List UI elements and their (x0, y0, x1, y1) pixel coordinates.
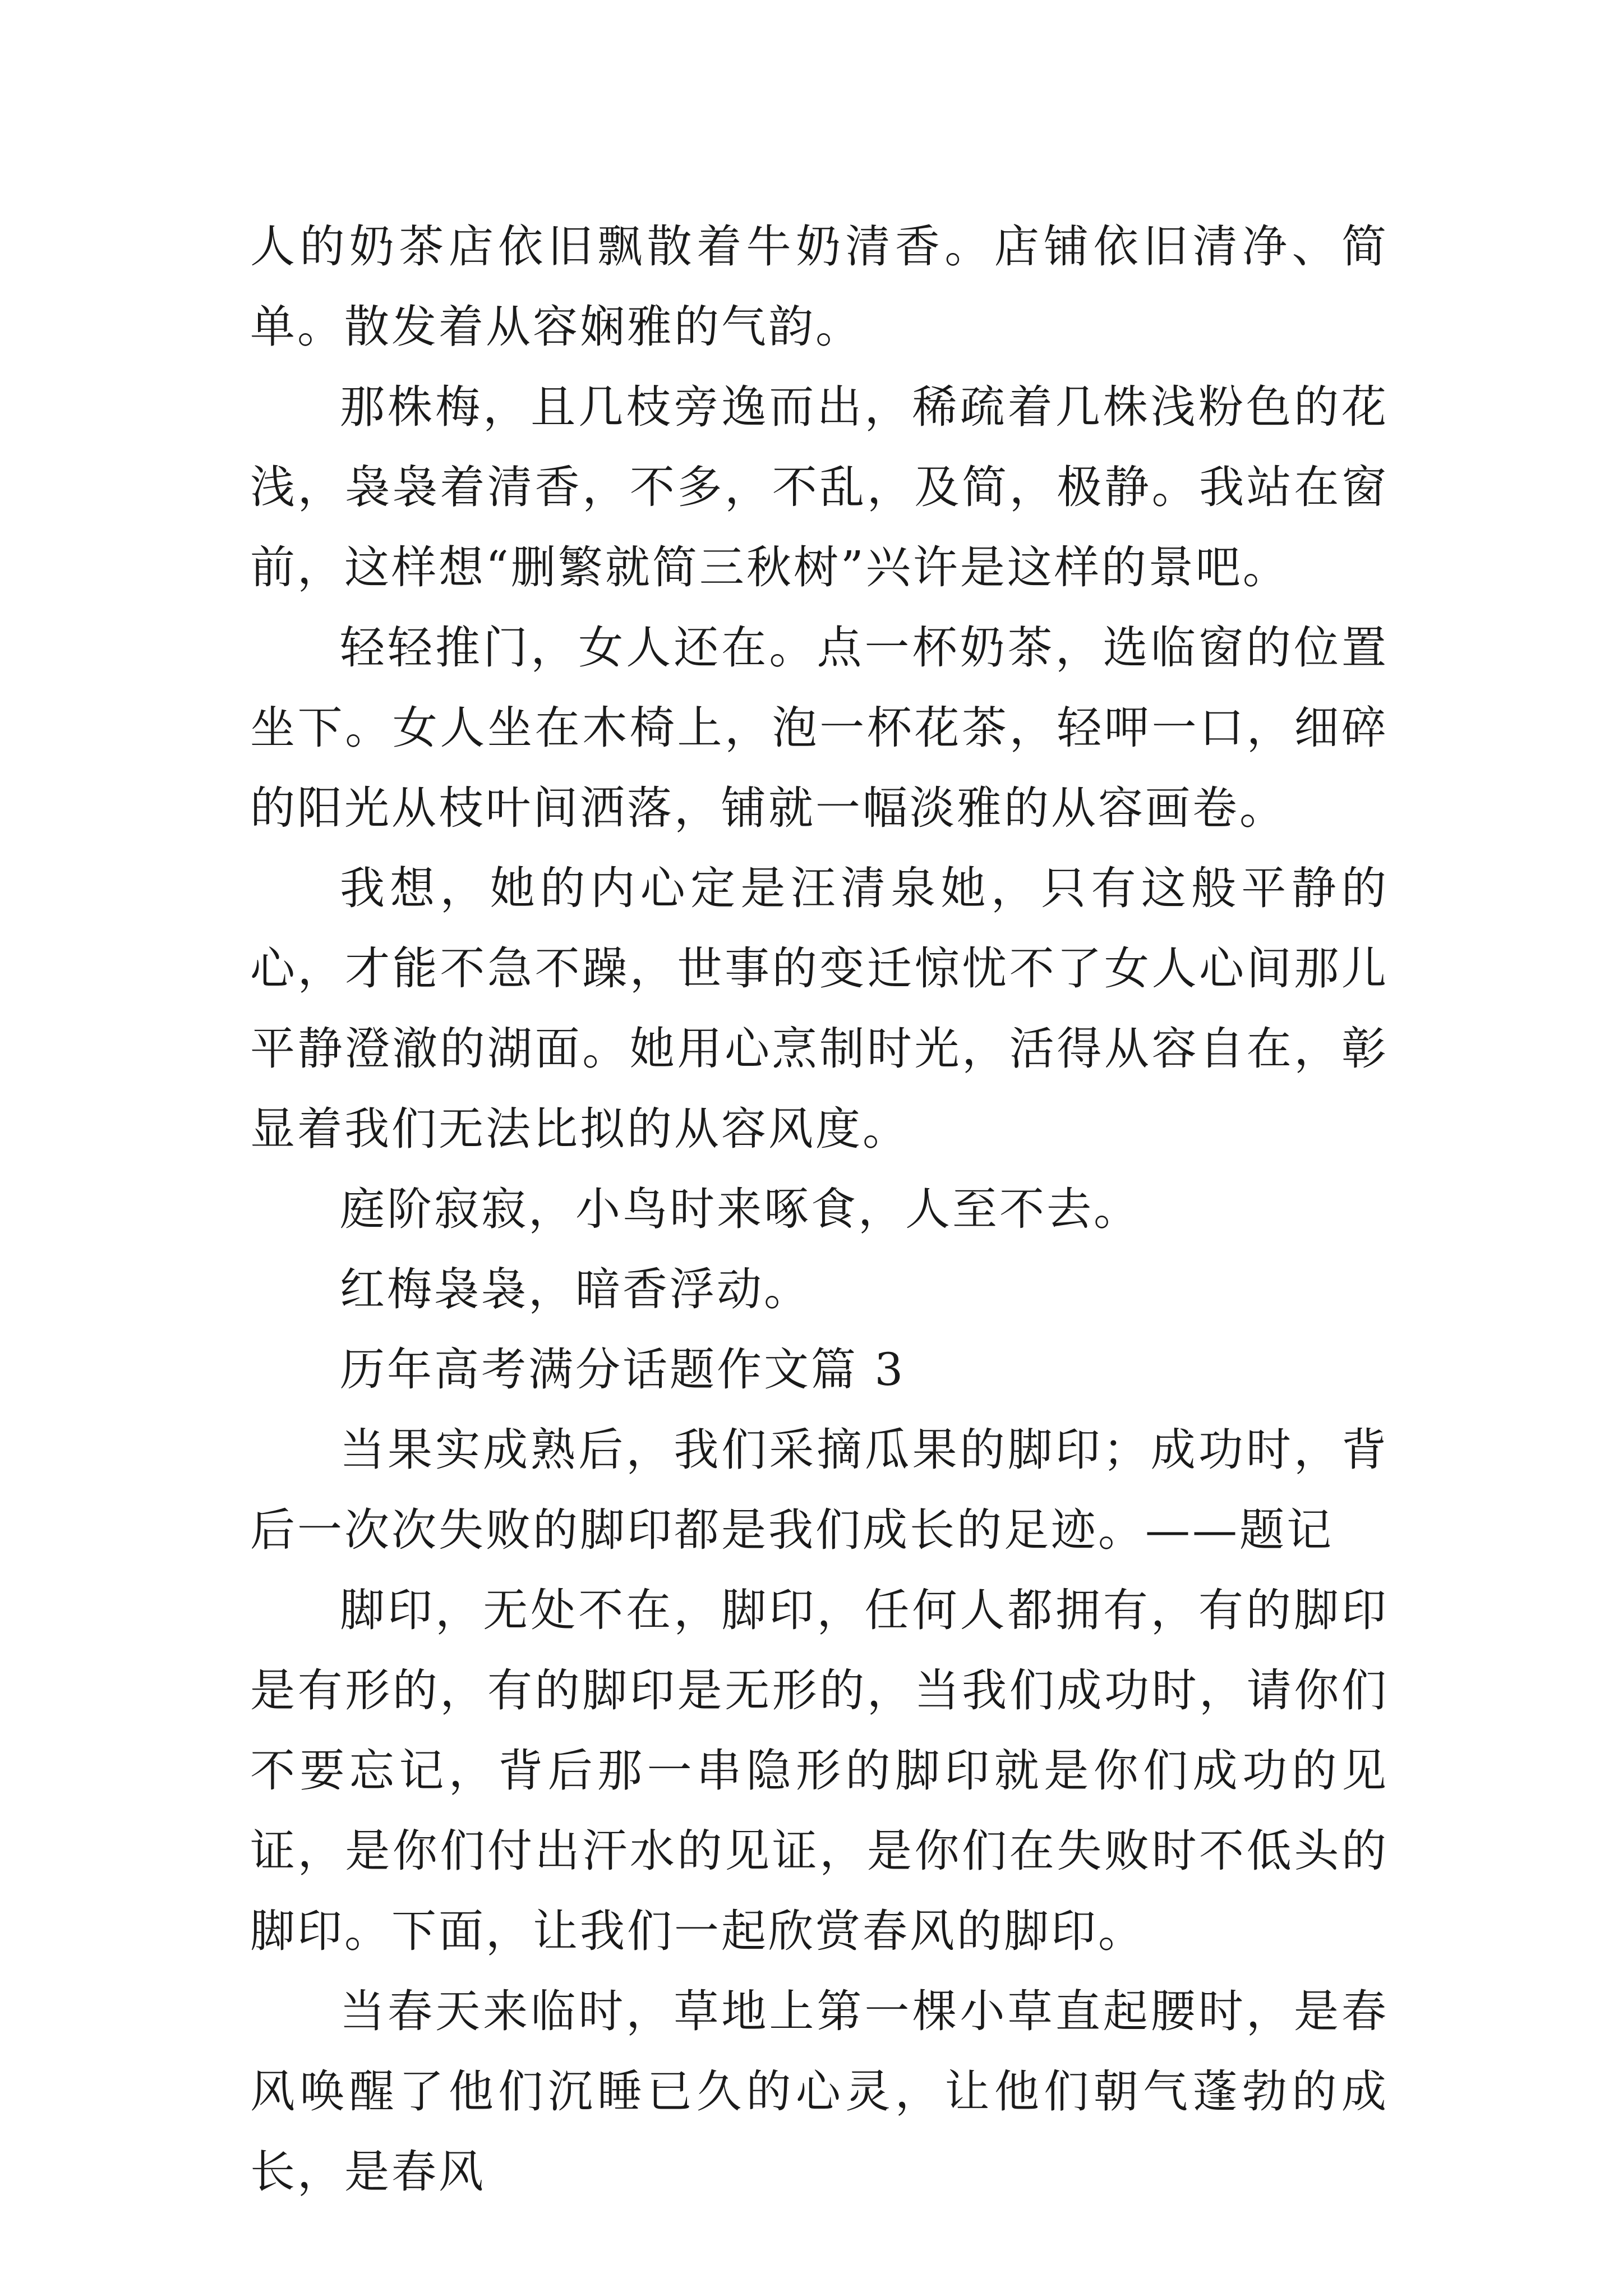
paragraph: 红梅袅袅，暗香浮动。 (340, 1263, 811, 1315)
paragraph: 我想，她的内心定是汪清泉她，只有这般平静的心，才能不急不躁，世事的变迁惊忧不了女人心间那儿平静澄澈的湖面。她用心烹制时光，活得从容自在，彰显着我们无法比拟的从容风度。 (250, 862, 1389, 1155)
paragraph-epigraph: 当果实成熟后，我们采摘瓜果的脚印；成功时，背后一次次失败的脚印都是我们成长的足迹。——题记 (250, 1424, 1389, 1556)
section-heading: 历年高考满分话题作文篇 3 (340, 1343, 906, 1396)
paragraph: 那株梅，且几枝旁逸而出，稀疏着几株浅粉色的花浅，袅袅着清香，不多，不乱，及简，极静。我站在窗前，这样想“删繁就简三秋树”兴许是这样的景吧。 (250, 381, 1389, 593)
paragraph: 轻轻推门，女人还在。点一杯奶茶，选临窗的位置坐下。女人坐在木椅上，泡一杯花茶，轻呷一口，细碎的阳光从枝叶间洒落，铺就一幅淡雅的从容画卷。 (250, 622, 1389, 834)
paragraph: 脚印，无处不在，脚印，任何人都拥有，有的脚印是有形的，有的脚印是无形的，当我们成功时，请你们不要忘记，背后那一串隐形的脚印就是你们成功的见证，是你们付出汗水的见证，是你们在失败时不低头的脚印。下面，让我们一起欣赏春风的脚印。 (250, 1584, 1389, 1957)
paragraph-continued: 人的奶茶店依旧飘散着牛奶清香。店铺依旧清净、简单。散发着从容娴雅的气韵。 (250, 220, 1389, 353)
paragraph: 当春天来临时，草地上第一棵小草直起腰时，是春风唤醒了他们沉睡已久的心灵，让他们朝气蓬勃的成长，是春风 (250, 1985, 1389, 2198)
paragraph: 庭阶寂寂，小鸟时来啄食，人至不去。 (340, 1183, 1141, 1235)
document-body (250, 206, 1389, 2212)
